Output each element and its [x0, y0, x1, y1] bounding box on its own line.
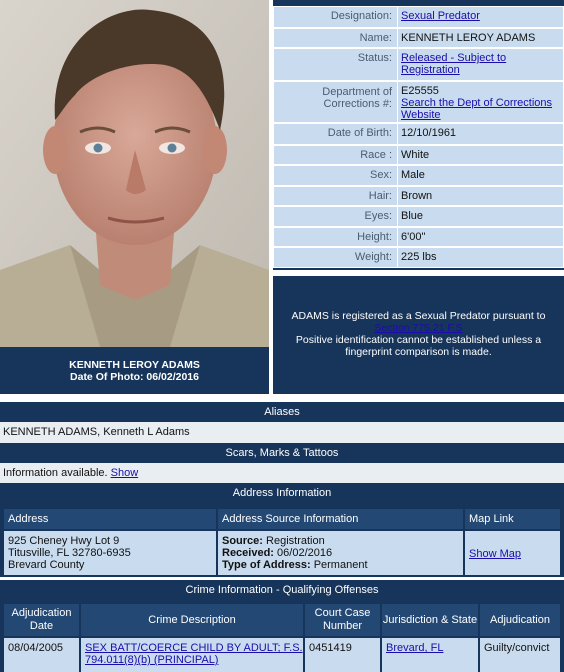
address-col-header: Address — [4, 509, 216, 529]
details-row-weight — [273, 247, 564, 268]
jurisdiction-link[interactable]: Brevard, FL — [386, 642, 444, 654]
details-label: Designation: — [273, 6, 398, 28]
scars-text: Information available. — [3, 467, 108, 479]
crime-description-col-header: Crime Description — [81, 604, 303, 636]
details-row-status — [273, 48, 564, 81]
adjudication-col-header: Adjudication — [480, 604, 560, 636]
notice-line2: Positive identification cannot be established unless a fingerprint comparison is made. — [295, 334, 542, 358]
offender-details-table — [273, 0, 564, 270]
aliases-header: Aliases — [0, 402, 564, 422]
received-value: 06/02/2016 — [277, 547, 333, 559]
jurisdiction-cell — [382, 638, 478, 672]
address-street: 925 Cheney Hwy Lot 9 — [8, 535, 120, 547]
offender-name-caption: KENNETH LEROY ADAMS — [69, 359, 200, 371]
doc-number: E25555 — [401, 85, 439, 97]
details-row-race — [273, 145, 564, 165]
crime-header: Crime Information - Qualifying Offenses — [0, 580, 564, 600]
predator-notice — [273, 276, 564, 394]
adjudication-date-cell: 08/04/2005 — [4, 638, 79, 672]
details-row-dob — [273, 123, 564, 145]
details-label: Status: — [273, 48, 398, 81]
details-label: Height: — [273, 227, 398, 247]
aliases-text: KENNETH ADAMS, Kenneth L Adams — [0, 422, 564, 443]
details-row-doc-number — [273, 81, 564, 123]
scars-show-link[interactable]: Show — [110, 467, 139, 479]
jurisdiction-col-header: Jurisdiction & State — [382, 604, 478, 636]
source-label: Source: — [222, 535, 263, 547]
details-label: Department of Corrections #: — [273, 81, 398, 123]
received-label: Received: — [222, 547, 274, 559]
source-value: Registration — [266, 535, 325, 547]
crime-table — [0, 600, 564, 672]
details-label: Race : — [273, 145, 398, 165]
address-source-cell — [218, 531, 463, 575]
details-value: Male — [398, 165, 564, 186]
designation-link[interactable]: Sexual Predator — [401, 10, 480, 22]
map-link-cell — [465, 531, 560, 575]
adjudication-cell: Guilty/convict — [480, 638, 560, 672]
show-map-link[interactable]: Show Map — [469, 548, 521, 560]
statute-link[interactable]: Section 775.21 F.S — [374, 322, 463, 334]
notice-line1: ADAMS is registered as a Sexual Predator pursuant to — [291, 310, 546, 322]
court-case-cell: 0451419 — [305, 638, 380, 672]
address-county: Brevard County — [8, 559, 85, 571]
details-label: Weight: — [273, 247, 398, 268]
details-value: KENNETH LEROY ADAMS — [398, 28, 564, 48]
details-value: 225 lbs — [398, 247, 564, 268]
address-city: Titusville, FL 32780-6935 — [8, 547, 131, 559]
details-label: Hair: — [273, 186, 398, 206]
map-link-col-header: Map Link — [465, 509, 560, 529]
offender-photo — [0, 0, 269, 347]
details-row-eyes — [273, 206, 564, 227]
details-row-designation — [273, 6, 564, 28]
details-label: Sex: — [273, 165, 398, 186]
crime-description-link[interactable]: SEX BATT/COERCE CHILD BY ADULT; F.S. 794.011(8)(b) (PRINCIPAL) — [85, 642, 303, 666]
photo-date-caption: Date Of Photo: 06/02/2016 — [70, 371, 199, 383]
details-label: Name: — [273, 28, 398, 48]
offender-photo-image — [0, 0, 269, 347]
doc-search-link[interactable]: Search the Dept of Corrections Website — [401, 97, 553, 121]
address-type-label: Type of Address: — [222, 559, 311, 571]
address-cell — [4, 531, 216, 575]
scars-row — [0, 463, 564, 484]
offender-photo-panel — [0, 0, 269, 394]
details-value: 6'00" — [398, 227, 564, 247]
details-row-height — [273, 227, 564, 247]
details-value: 12/10/1961 — [398, 123, 564, 145]
details-row-hair — [273, 186, 564, 206]
details-label: Eyes: — [273, 206, 398, 227]
photo-caption — [0, 347, 269, 394]
scars-header: Scars, Marks & Tattoos — [0, 443, 564, 463]
details-value: White — [398, 145, 564, 165]
details-row-name — [273, 28, 564, 48]
details-value: Blue — [398, 206, 564, 227]
address-type-value: Permanent — [313, 559, 368, 571]
status-link[interactable]: Released - Subject to Registration — [401, 52, 507, 76]
address-source-col-header: Address Source Information — [218, 509, 463, 529]
details-value: Brown — [398, 186, 564, 206]
adjudication-date-col-header: Adjudication Date — [4, 604, 79, 636]
details-label: Date of Birth: — [273, 123, 398, 145]
address-header: Address Information — [0, 483, 564, 503]
details-row-sex — [273, 165, 564, 186]
court-case-col-header: Court Case Number — [305, 604, 380, 636]
address-table — [0, 503, 564, 577]
crime-description-cell — [81, 638, 303, 672]
